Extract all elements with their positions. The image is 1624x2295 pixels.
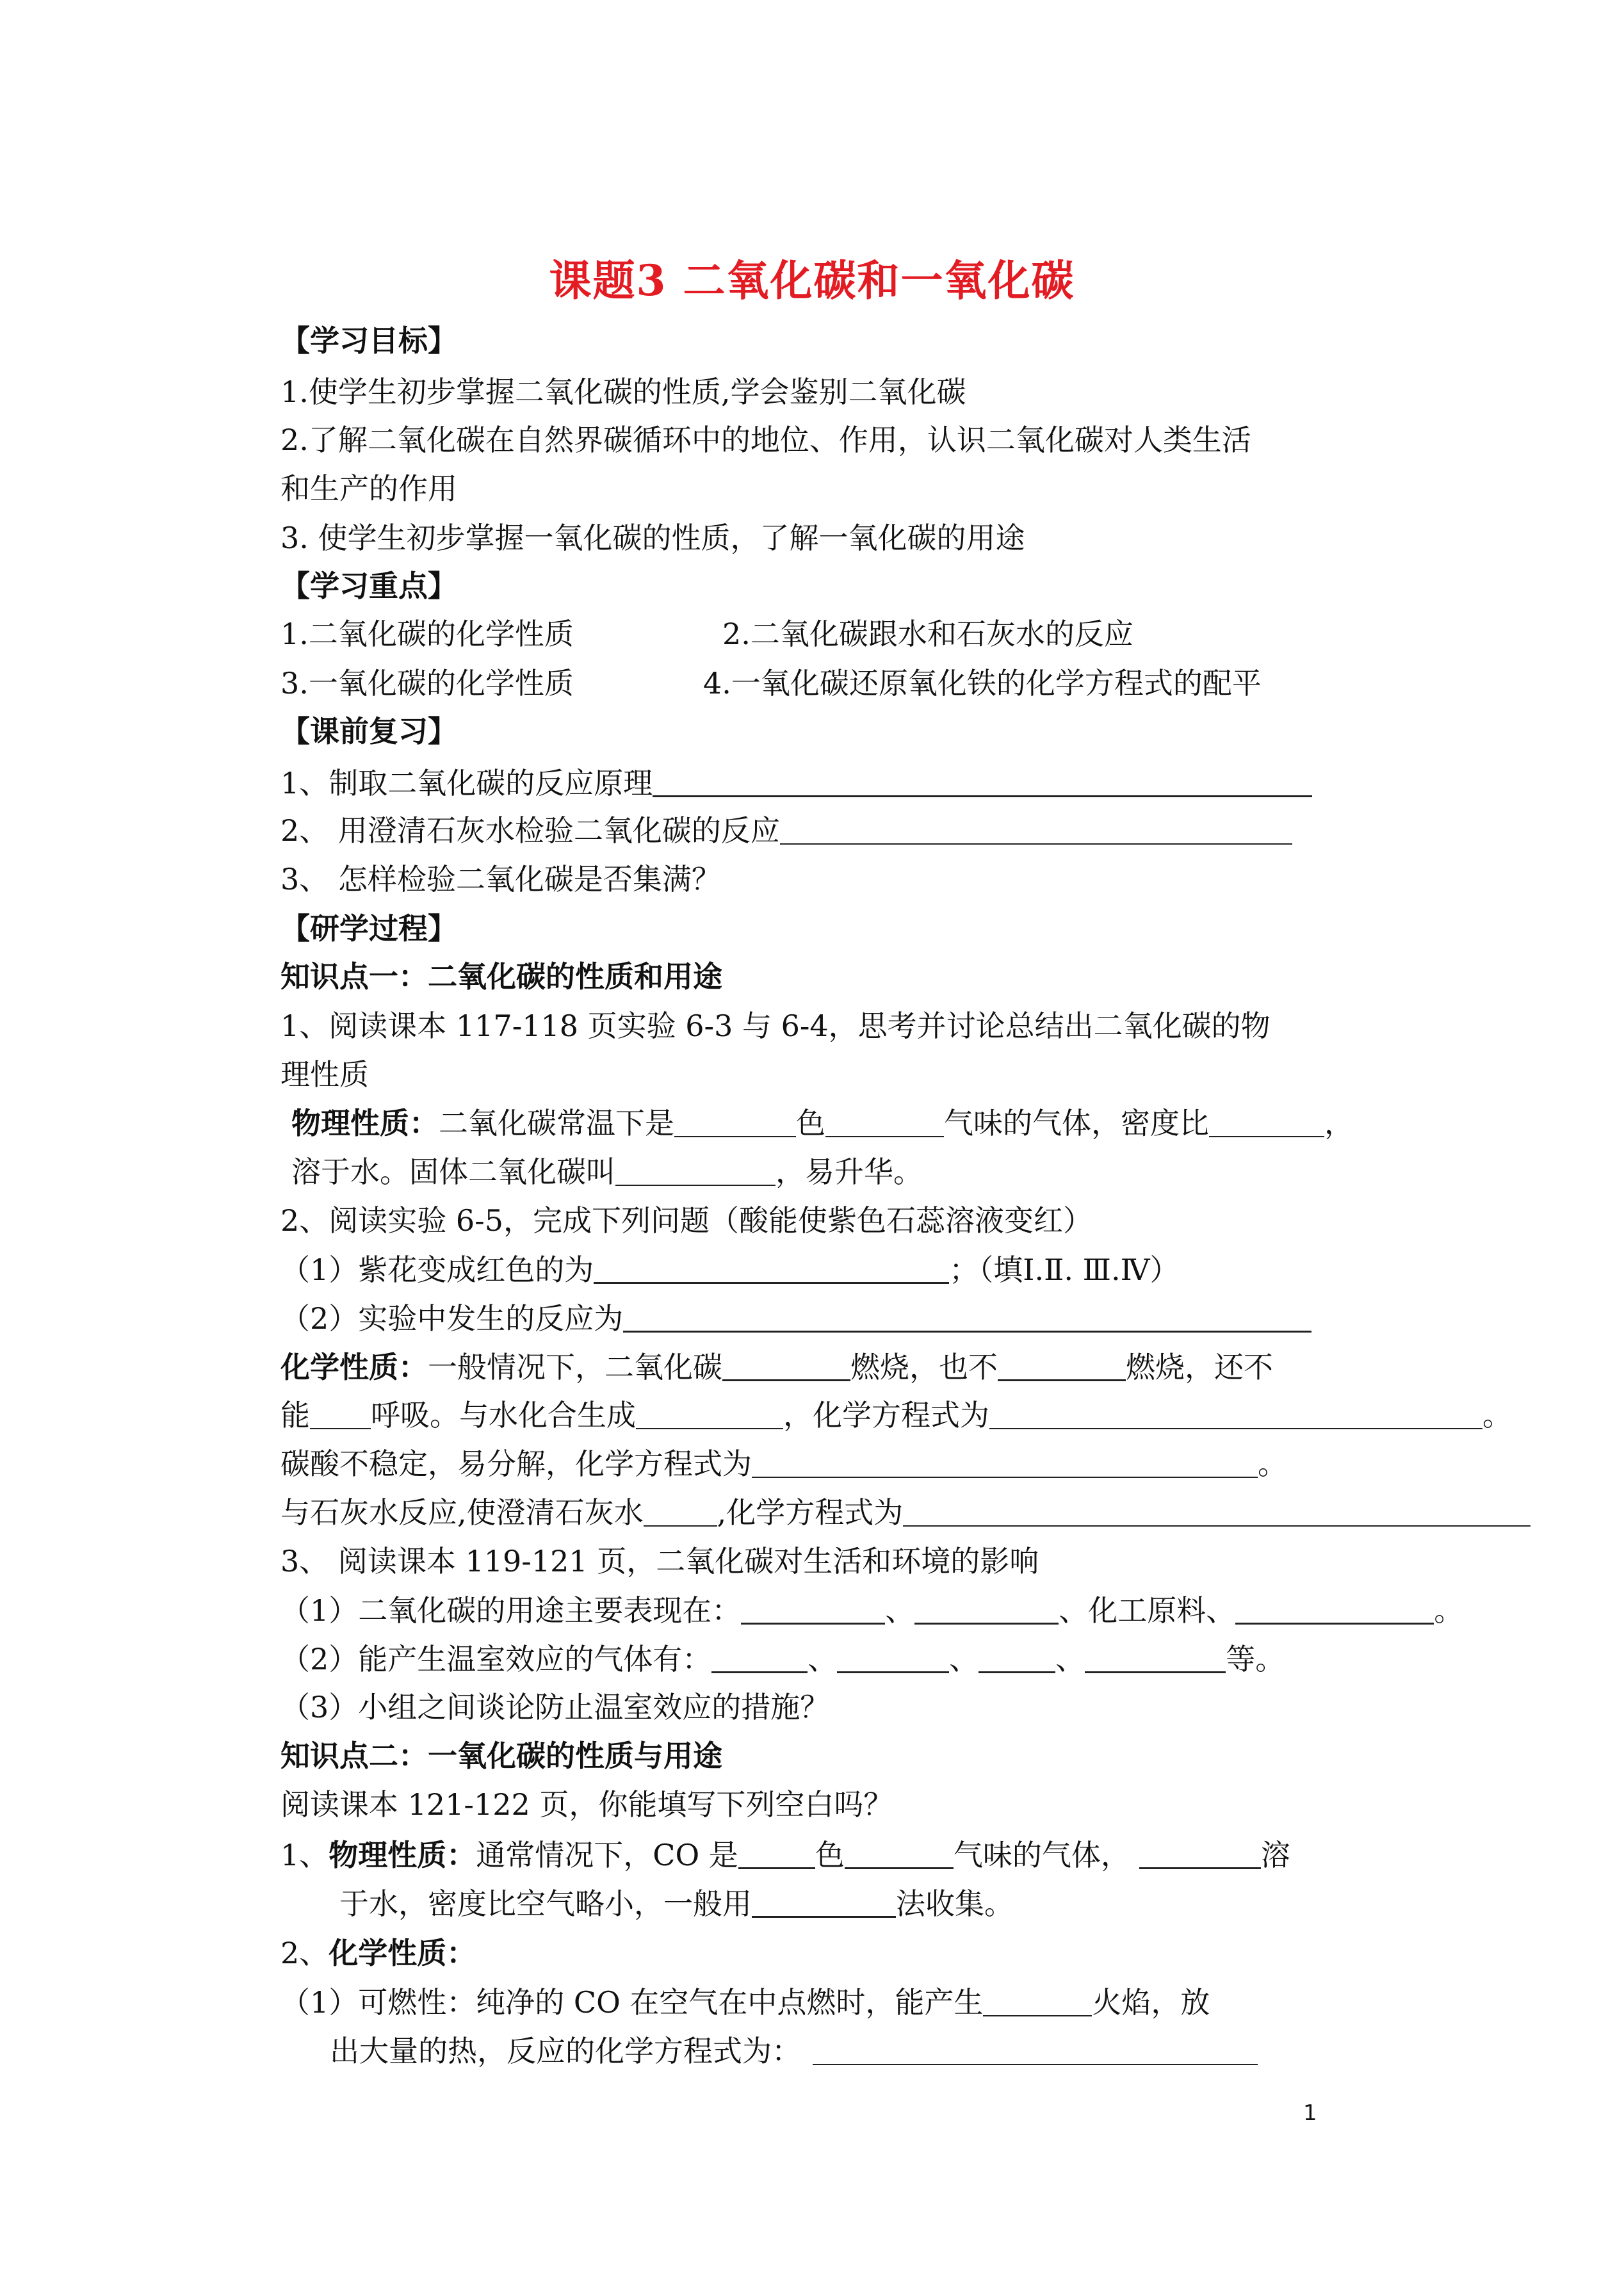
text: 能 (280, 1398, 310, 1432)
chemical-properties-line-1 (280, 1347, 1273, 1386)
question-line (280, 1250, 1180, 1289)
text: 2、 (280, 1936, 329, 1970)
chemical-properties-line-4 (280, 1493, 1531, 1532)
text: ,化学方程式为 (717, 1495, 904, 1530)
answer-blank[interactable] (644, 1497, 717, 1527)
text: （1）可燃性：纯净的 CO 在空气在中点燃时，能产生 (280, 1985, 984, 2020)
answer-blank[interactable] (636, 1400, 783, 1429)
answer-blank[interactable] (780, 815, 1292, 845)
answer-blank[interactable] (741, 1594, 885, 1625)
text: 燃烧，还不 (1126, 1350, 1273, 1384)
text: 、 (808, 1642, 838, 1676)
answer-blank[interactable] (722, 1351, 850, 1381)
answer-blank[interactable] (983, 1987, 1092, 2016)
answer-blank[interactable] (1139, 1839, 1261, 1869)
text: 二氧化碳常温下是 (439, 1106, 674, 1140)
objective-item: 2.了解二氧化碳在自然界碳循环中的地位、作用，认识二氧化碳对人类生活 (280, 423, 1251, 457)
instruction-text: 2、阅读实验 6-5，完成下列问题（酸能使紫色石蕊溶液变红） (280, 1203, 1092, 1238)
answer-blank[interactable] (674, 1108, 796, 1137)
label: 化学性质： (329, 1936, 476, 1970)
answer-blank[interactable] (653, 767, 1312, 797)
question-line: （3）小组之间谈论防止温室效应的措施？ (280, 1690, 830, 1724)
co-physical-properties-line-2 (339, 1884, 1014, 1923)
co-chemical-properties-heading (280, 1934, 476, 1972)
answer-blank[interactable] (623, 1302, 1311, 1333)
text: ，易升华。 (775, 1155, 923, 1189)
text: （1）二氧化碳的用途主要表现在： (280, 1593, 742, 1628)
text: 燃烧，也不 (850, 1350, 998, 1384)
text: 1、 (280, 1838, 329, 1872)
key-point-item: 3.一氧化碳的化学性质 (280, 666, 574, 701)
answer-blank[interactable] (752, 1448, 1258, 1478)
label: 物理性质： (329, 1838, 476, 1872)
label: 物理性质： (291, 1106, 439, 1140)
knowledge-point-1-title: 知识点一：二氧化碳的性质和用途 (280, 959, 722, 994)
combustibility-line-1 (280, 1983, 1210, 2022)
text: 、化工原料、 (1059, 1593, 1236, 1628)
text: 火焰，放 (1092, 1985, 1210, 2020)
instruction-text: 理性质 (280, 1057, 369, 1092)
review-question-3: 3、 怎样检验二氧化碳是否集满？ (280, 862, 721, 896)
answer-blank[interactable] (845, 1839, 954, 1869)
text: 气味的气体， (953, 1838, 1130, 1872)
question-line (280, 1299, 1311, 1338)
answer-blank[interactable] (1209, 1108, 1324, 1137)
page-title: 课题3 二氧化碳和一氧化碳 (549, 255, 1075, 305)
text: 、 (1055, 1642, 1085, 1676)
objective-item: 1.使学生初步掌握二氧化碳的性质,学会鉴别二氧化碳 (280, 375, 966, 409)
co-physical-properties-line-1 (280, 1835, 1290, 1874)
instruction-text: 阅读课本 121-122 页，你能填写下列空白吗？ (280, 1787, 893, 1822)
answer-blank[interactable] (813, 2036, 1258, 2065)
answer-blank[interactable] (1235, 1594, 1434, 1625)
objectives-heading: 【学习目标】 (280, 323, 457, 358)
answer-blank[interactable] (310, 1400, 371, 1429)
text: 。 (1434, 1593, 1464, 1628)
answer-blank[interactable] (837, 1643, 949, 1673)
text: 于水，密度比空气略小，一般用 (339, 1886, 752, 1921)
greenhouse-gases-line (280, 1639, 1285, 1678)
text: ，化学方程式为 (783, 1398, 989, 1432)
page-number: 1 (1303, 2100, 1317, 2126)
text: 碳酸不稳定，易分解，化学方程式为 (280, 1447, 752, 1481)
text: （2）能产生温室效应的气体有： (280, 1642, 712, 1676)
label: 化学性质： (280, 1350, 428, 1384)
answer-blank[interactable] (615, 1156, 775, 1186)
text: ；（填Ⅰ.Ⅱ. Ⅲ.Ⅳ） (949, 1253, 1180, 1287)
text: ， (1324, 1106, 1354, 1140)
answer-blank[interactable] (914, 1594, 1059, 1625)
text: 与石灰水反应,使澄清石灰水 (280, 1495, 644, 1530)
answer-blank[interactable] (711, 1643, 808, 1673)
answer-blank[interactable] (738, 1839, 815, 1869)
key-points-heading: 【学习重点】 (280, 569, 457, 603)
review-heading: 【课前复习】 (280, 714, 457, 749)
objective-item: 3. 使学生初步掌握一氧化碳的性质，了解一氧化碳的用途 (280, 521, 1025, 555)
text: 。 (1482, 1398, 1512, 1432)
text: 通常情况下，CO 是 (476, 1838, 738, 1872)
key-point-item: 1.二氧化碳的化学性质 (280, 617, 574, 651)
text: 出大量的热，反应的化学方程式为： (330, 2034, 801, 2068)
answer-blank[interactable] (825, 1108, 944, 1137)
key-point-item: 2.二氧化碳跟水和石灰水的反应 (722, 617, 1133, 651)
text: 。 (1258, 1447, 1287, 1481)
text: 、 (949, 1642, 979, 1676)
answer-blank[interactable] (752, 1888, 896, 1918)
question-text: 2、 用澄清石灰水检验二氧化碳的反应 (280, 813, 780, 848)
text: 色 (815, 1838, 845, 1872)
key-point-item: 4.一氧化碳还原氧化铁的化学方程式的配平 (703, 666, 1262, 701)
process-heading: 【研学过程】 (280, 911, 457, 946)
physical-properties-line-1 (291, 1104, 1354, 1142)
answer-blank[interactable] (903, 1497, 1531, 1527)
text: 一般情况下，二氧化碳 (428, 1350, 722, 1384)
text: 溶 (1260, 1838, 1290, 1872)
uses-line (280, 1591, 1463, 1630)
instruction-text: 1、阅读课本 117-118 页实验 6-3 与 6-4，思考并讨论总结出二氧化碳的物 (280, 1009, 1271, 1043)
answer-blank[interactable] (594, 1254, 949, 1284)
physical-properties-line-2 (291, 1153, 923, 1191)
text: 呼吸。与水化合生成 (371, 1398, 636, 1432)
text: 、 (885, 1593, 915, 1628)
objective-item: 和生产的作用 (280, 471, 457, 506)
review-question-1 (280, 763, 1312, 802)
text: 法收集。 (896, 1886, 1014, 1921)
chemical-properties-line-3 (280, 1445, 1287, 1483)
text: 等。 (1226, 1642, 1285, 1676)
answer-blank[interactable] (978, 1643, 1055, 1673)
question-text: 1、制取二氧化碳的反应原理 (280, 766, 653, 800)
knowledge-point-2-title: 知识点二：一氧化碳的性质与用途 (280, 1739, 722, 1773)
answer-blank[interactable] (998, 1351, 1126, 1381)
text: 气味的气体，密度比 (944, 1106, 1209, 1140)
answer-blank[interactable] (1085, 1643, 1226, 1673)
review-question-2 (280, 811, 1292, 850)
chemical-properties-line-2 (280, 1396, 1512, 1434)
text: （2）实验中发生的反应为 (280, 1301, 624, 1336)
instruction-text: 3、 阅读课本 119-121 页，二氧化碳对生活和环境的影响 (280, 1544, 1039, 1578)
text: （1）紫花变成红色的为 (280, 1253, 594, 1287)
text: 溶于水。固体二氧化碳叫 (291, 1155, 615, 1189)
text: 色 (796, 1106, 825, 1140)
answer-blank[interactable] (989, 1400, 1482, 1429)
combustibility-line-2 (330, 2032, 1258, 2070)
